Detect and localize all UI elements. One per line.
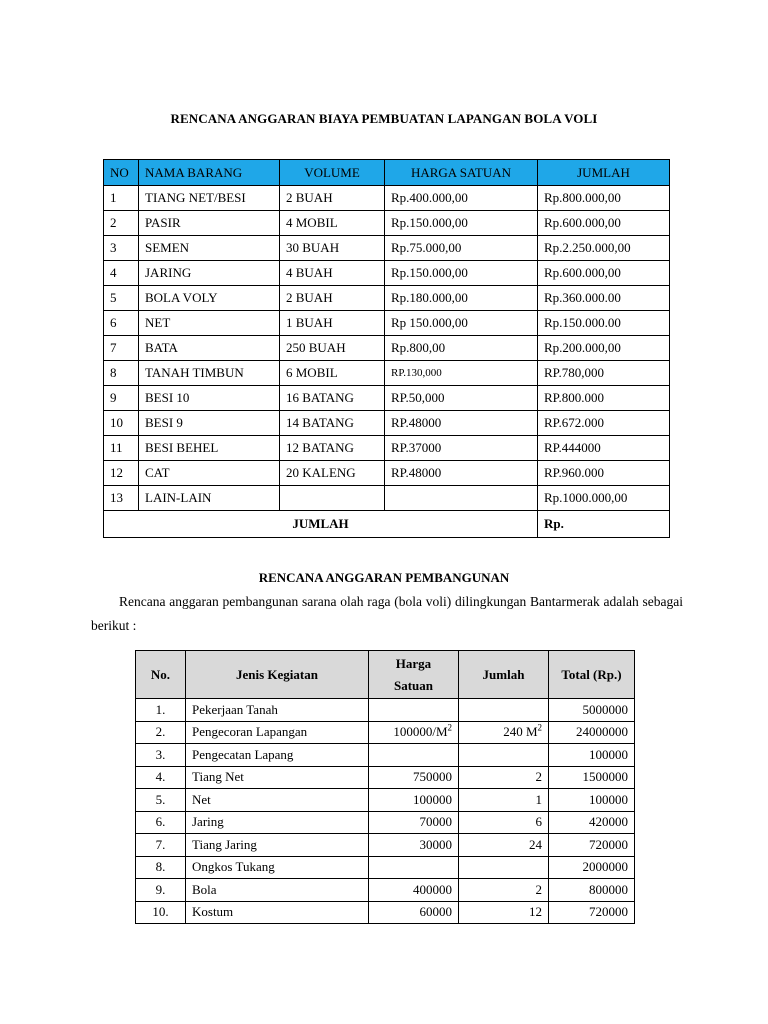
cell-jenis-kegiatan-text: Jaring xyxy=(192,814,224,830)
cell-harga-satuan-text: 70000 xyxy=(419,814,452,830)
table-row xyxy=(136,766,635,789)
cell-jumlah: RP.960.000 xyxy=(538,461,670,486)
cell-total-text: 420000 xyxy=(589,814,628,830)
table-row xyxy=(104,236,670,261)
cell-jumlah-text: 1 xyxy=(535,791,542,807)
cell-jumlah-text: 6 xyxy=(535,814,542,830)
cell-no: 4 xyxy=(104,261,139,286)
cell-harga-satuan-text: 400000 xyxy=(413,881,452,897)
cell-no: 11 xyxy=(104,436,139,461)
cell-jumlah: Rp.800.000,00 xyxy=(538,186,670,211)
cell-jumlah-text: 12 xyxy=(529,904,542,920)
cell-jumlah xyxy=(459,766,549,789)
cell-no-text: 5. xyxy=(155,791,166,807)
cell-no xyxy=(136,856,186,879)
cell-no: 13 xyxy=(104,486,139,511)
cell-harga-satuan xyxy=(369,766,459,789)
cell-nama-barang: BESI 10 xyxy=(139,386,280,411)
cell-jenis-kegiatan-text: Tiang Jaring xyxy=(192,836,257,852)
cell-no xyxy=(136,789,186,812)
total-value: Rp. xyxy=(538,511,670,538)
cell-total xyxy=(549,744,635,767)
header-total: Total (Rp.) xyxy=(549,651,635,699)
cell-no: 8 xyxy=(104,361,139,386)
section-title: RENCANA ANGGARAN PEMBANGUNAN xyxy=(258,570,510,585)
cell-no xyxy=(136,699,186,722)
cell-jenis-kegiatan xyxy=(186,766,369,789)
cell-total-text: 720000 xyxy=(589,836,628,852)
table-row xyxy=(136,721,635,744)
cell-volume xyxy=(280,486,385,511)
cell-harga-satuan: Rp.75.000,00 xyxy=(385,236,538,261)
cell-jumlah: RP.800.000 xyxy=(538,386,670,411)
cell-volume: 16 BATANG xyxy=(280,386,385,411)
cell-jumlah: Rp.1000.000,00 xyxy=(538,486,670,511)
cell-total xyxy=(549,699,635,722)
cell-harga-satuan: Rp 150.000,00 xyxy=(385,311,538,336)
cell-no xyxy=(136,834,186,857)
cell-harga-satuan: RP.48000 xyxy=(385,411,538,436)
cell-harga-satuan xyxy=(369,789,459,812)
cell-jenis-kegiatan-text: Ongkos Tukang xyxy=(192,859,275,875)
cell-total xyxy=(549,834,635,857)
cell-jumlah: Rp.600.000,00 xyxy=(538,211,670,236)
cell-jumlah xyxy=(459,699,549,722)
table-row xyxy=(136,699,635,722)
cell-harga-satuan: Rp.150.000,00 xyxy=(385,211,538,236)
cell-jenis-kegiatan xyxy=(186,789,369,812)
cell-jumlah: Rp.200.000,00 xyxy=(538,336,670,361)
cell-jumlah: RP.444000 xyxy=(538,436,670,461)
cell-volume: 1 BUAH xyxy=(280,311,385,336)
header-jumlah: JUMLAH xyxy=(538,160,670,186)
cell-nama-barang: BOLA VOLY xyxy=(139,286,280,311)
table-row xyxy=(104,261,670,286)
cell-jenis-kegiatan xyxy=(186,834,369,857)
table-row xyxy=(104,211,670,236)
cell-no: 2 xyxy=(104,211,139,236)
cell-jumlah-text: 2 xyxy=(535,881,542,897)
cell-nama-barang: TANAH TIMBUN xyxy=(139,361,280,386)
cell-jenis-kegiatan xyxy=(186,811,369,834)
header-harga-satuan xyxy=(369,651,459,699)
header-harga-line1: Harga xyxy=(395,655,432,671)
table-row xyxy=(136,879,635,902)
cell-total xyxy=(549,879,635,902)
cell-no xyxy=(136,811,186,834)
cell-total xyxy=(549,789,635,812)
table-row xyxy=(104,411,670,436)
cell-total-text: 100000 xyxy=(589,746,628,762)
cell-total-text: 5000000 xyxy=(582,701,628,717)
table-row xyxy=(136,901,635,924)
table-row xyxy=(136,856,635,879)
cell-jumlah xyxy=(459,856,549,879)
cell-jumlah xyxy=(459,721,549,744)
cell-jumlah: Rp.360.000.00 xyxy=(538,286,670,311)
cell-harga-satuan xyxy=(369,856,459,879)
cell-jumlah xyxy=(459,811,549,834)
table-row xyxy=(136,811,635,834)
cell-volume: 30 BUAH xyxy=(280,236,385,261)
cell-jumlah: RP.780,000 xyxy=(538,361,670,386)
cell-volume: 4 BUAH xyxy=(280,261,385,286)
cell-no-text: 7. xyxy=(155,836,166,852)
cell-total-text: 24000000 xyxy=(576,724,628,740)
cell-nama-barang: SEMEN xyxy=(139,236,280,261)
table-row xyxy=(104,186,670,211)
cell-no-text: 2. xyxy=(155,724,166,740)
header-jumlah: Jumlah xyxy=(459,651,549,699)
cell-jenis-kegiatan xyxy=(186,901,369,924)
cell-jumlah-text: 24 xyxy=(529,836,542,852)
table-row xyxy=(104,436,670,461)
cell-nama-barang: CAT xyxy=(139,461,280,486)
cell-harga-satuan-text: 750000 xyxy=(413,769,452,785)
cell-harga-satuan: RP.130,000 xyxy=(385,361,538,386)
cell-no: 7 xyxy=(104,336,139,361)
cell-volume: 12 BATANG xyxy=(280,436,385,461)
cell-jumlah xyxy=(459,834,549,857)
table-row xyxy=(136,789,635,812)
cell-total-text: 100000 xyxy=(589,791,628,807)
cell-jumlah xyxy=(459,879,549,902)
cell-no: 9 xyxy=(104,386,139,411)
intro-paragraph: Rencana anggaran pembangunan sarana olah raga (bola voli) dilingkungan Bantarmerak adalah sebagai berikut : xyxy=(91,594,683,633)
cell-total xyxy=(549,901,635,924)
cell-no: 12 xyxy=(104,461,139,486)
cell-volume: 14 BATANG xyxy=(280,411,385,436)
cell-volume: 2 BUAH xyxy=(280,286,385,311)
cell-total-text: 800000 xyxy=(589,881,628,897)
table-row xyxy=(104,361,670,386)
cell-jenis-kegiatan xyxy=(186,856,369,879)
cell-nama-barang: BESI 9 xyxy=(139,411,280,436)
header-no: NO xyxy=(104,160,139,186)
header-jenis-kegiatan: Jenis Kegiatan xyxy=(186,651,369,699)
construction-budget-table xyxy=(135,650,635,924)
cell-harga-satuan: Rp.800,00 xyxy=(385,336,538,361)
table-row xyxy=(104,461,670,486)
document-title: RENCANA ANGGARAN BIAYA PEMBUATAN LAPANGAN BOLA VOLI xyxy=(170,111,598,126)
cell-nama-barang: JARING xyxy=(139,261,280,286)
cell-volume: 250 BUAH xyxy=(280,336,385,361)
cell-nama-barang: NET xyxy=(139,311,280,336)
cell-no: 10 xyxy=(104,411,139,436)
cell-harga-satuan-text: 30000 xyxy=(419,836,452,852)
cell-jumlah xyxy=(459,744,549,767)
cell-jumlah-text: 240 M xyxy=(503,724,538,740)
table-row xyxy=(136,834,635,857)
cell-harga-satuan xyxy=(369,811,459,834)
cell-jenis-kegiatan-text: Pekerjaan Tanah xyxy=(192,701,278,717)
cell-nama-barang: BESI BEHEL xyxy=(139,436,280,461)
cell-jenis-kegiatan xyxy=(186,744,369,767)
cell-no xyxy=(136,744,186,767)
cell-harga-satuan-text: 100000/M xyxy=(393,724,448,740)
cell-jenis-kegiatan-text: Bola xyxy=(192,881,217,897)
cell-jumlah: Rp.150.000.00 xyxy=(538,311,670,336)
cell-harga-satuan xyxy=(369,901,459,924)
cell-no: 5 xyxy=(104,286,139,311)
cell-jumlah xyxy=(459,789,549,812)
table-row xyxy=(136,744,635,767)
cell-volume: 20 KALENG xyxy=(280,461,385,486)
cell-harga-satuan xyxy=(369,699,459,722)
cell-harga-satuan xyxy=(369,744,459,767)
header-no: No. xyxy=(136,651,186,699)
cell-jenis-kegiatan-text: Kostum xyxy=(192,904,234,920)
header-nama-barang: NAMA BARANG xyxy=(139,160,280,186)
header-volume: VOLUME xyxy=(280,160,385,186)
construction-table-header-row xyxy=(136,651,635,699)
cell-jumlah: Rp.2.250.000,00 xyxy=(538,236,670,261)
budget-table-header-row xyxy=(104,160,670,186)
cell-jumlah: Rp.600.000,00 xyxy=(538,261,670,286)
header-harga-line2: Satuan xyxy=(393,677,434,693)
cell-harga-satuan xyxy=(385,486,538,511)
cell-no: 1 xyxy=(104,186,139,211)
total-row xyxy=(104,511,670,538)
cell-harga-satuan-text: 60000 xyxy=(419,904,452,920)
table-row xyxy=(104,336,670,361)
cell-jumlah-text: 2 xyxy=(535,769,542,785)
cell-no-text: 1. xyxy=(155,701,166,717)
cell-volume: 4 MOBIL xyxy=(280,211,385,236)
cell-jenis-kegiatan-text: Tiang Net xyxy=(192,769,244,785)
header-harga-satuan: HARGA SATUAN xyxy=(385,160,538,186)
cell-total xyxy=(549,856,635,879)
cell-harga-satuan: RP.37000 xyxy=(385,436,538,461)
cell-total-text: 720000 xyxy=(589,904,628,920)
cell-harga-satuan: RP.48000 xyxy=(385,461,538,486)
cell-no: 6 xyxy=(104,311,139,336)
cell-jenis-kegiatan xyxy=(186,699,369,722)
table-row xyxy=(104,311,670,336)
cell-volume: 2 BUAH xyxy=(280,186,385,211)
cell-no-text: 10. xyxy=(152,904,169,920)
cell-harga-satuan-superscript: 2 xyxy=(447,722,452,733)
cell-nama-barang: LAIN-LAIN xyxy=(139,486,280,511)
table-row xyxy=(104,486,670,511)
cell-jumlah: RP.672.000 xyxy=(538,411,670,436)
cell-total-text: 1500000 xyxy=(582,769,628,785)
cell-harga-satuan xyxy=(369,834,459,857)
cell-no xyxy=(136,721,186,744)
cell-total xyxy=(549,721,635,744)
cell-total xyxy=(549,766,635,789)
cell-jenis-kegiatan xyxy=(186,721,369,744)
cell-nama-barang: BATA xyxy=(139,336,280,361)
cell-jenis-kegiatan-text: Net xyxy=(192,791,211,807)
cell-no: 3 xyxy=(104,236,139,261)
cell-no-text: 3. xyxy=(155,746,166,762)
cell-total-text: 2000000 xyxy=(582,859,628,875)
total-label: JUMLAH xyxy=(104,511,538,538)
cell-no-text: 4. xyxy=(155,769,166,785)
cell-harga-satuan xyxy=(369,721,459,744)
cell-no-text: 9. xyxy=(155,881,166,897)
budget-table xyxy=(103,159,670,538)
cell-jenis-kegiatan xyxy=(186,879,369,902)
cell-jumlah xyxy=(459,901,549,924)
cell-total xyxy=(549,811,635,834)
cell-harga-satuan: Rp.180.000,00 xyxy=(385,286,538,311)
cell-no-text: 6. xyxy=(155,814,166,830)
cell-harga-satuan: Rp.150.000,00 xyxy=(385,261,538,286)
cell-harga-satuan-text: 100000 xyxy=(413,791,452,807)
cell-no xyxy=(136,879,186,902)
cell-jenis-kegiatan-text: Pengecatan Lapang xyxy=(192,746,294,762)
cell-no xyxy=(136,901,186,924)
cell-nama-barang: PASIR xyxy=(139,211,280,236)
cell-volume: 6 MOBIL xyxy=(280,361,385,386)
table-row xyxy=(104,286,670,311)
cell-harga-satuan xyxy=(369,879,459,902)
table-row xyxy=(104,386,670,411)
cell-no-text: 8. xyxy=(155,859,166,875)
cell-harga-satuan: Rp.400.000,00 xyxy=(385,186,538,211)
cell-jenis-kegiatan-text: Pengecoran Lapangan xyxy=(192,724,308,740)
cell-harga-satuan: RP.50,000 xyxy=(385,386,538,411)
cell-no xyxy=(136,766,186,789)
cell-jumlah-superscript: 2 xyxy=(537,722,542,733)
cell-nama-barang: TIANG NET/BESI xyxy=(139,186,280,211)
